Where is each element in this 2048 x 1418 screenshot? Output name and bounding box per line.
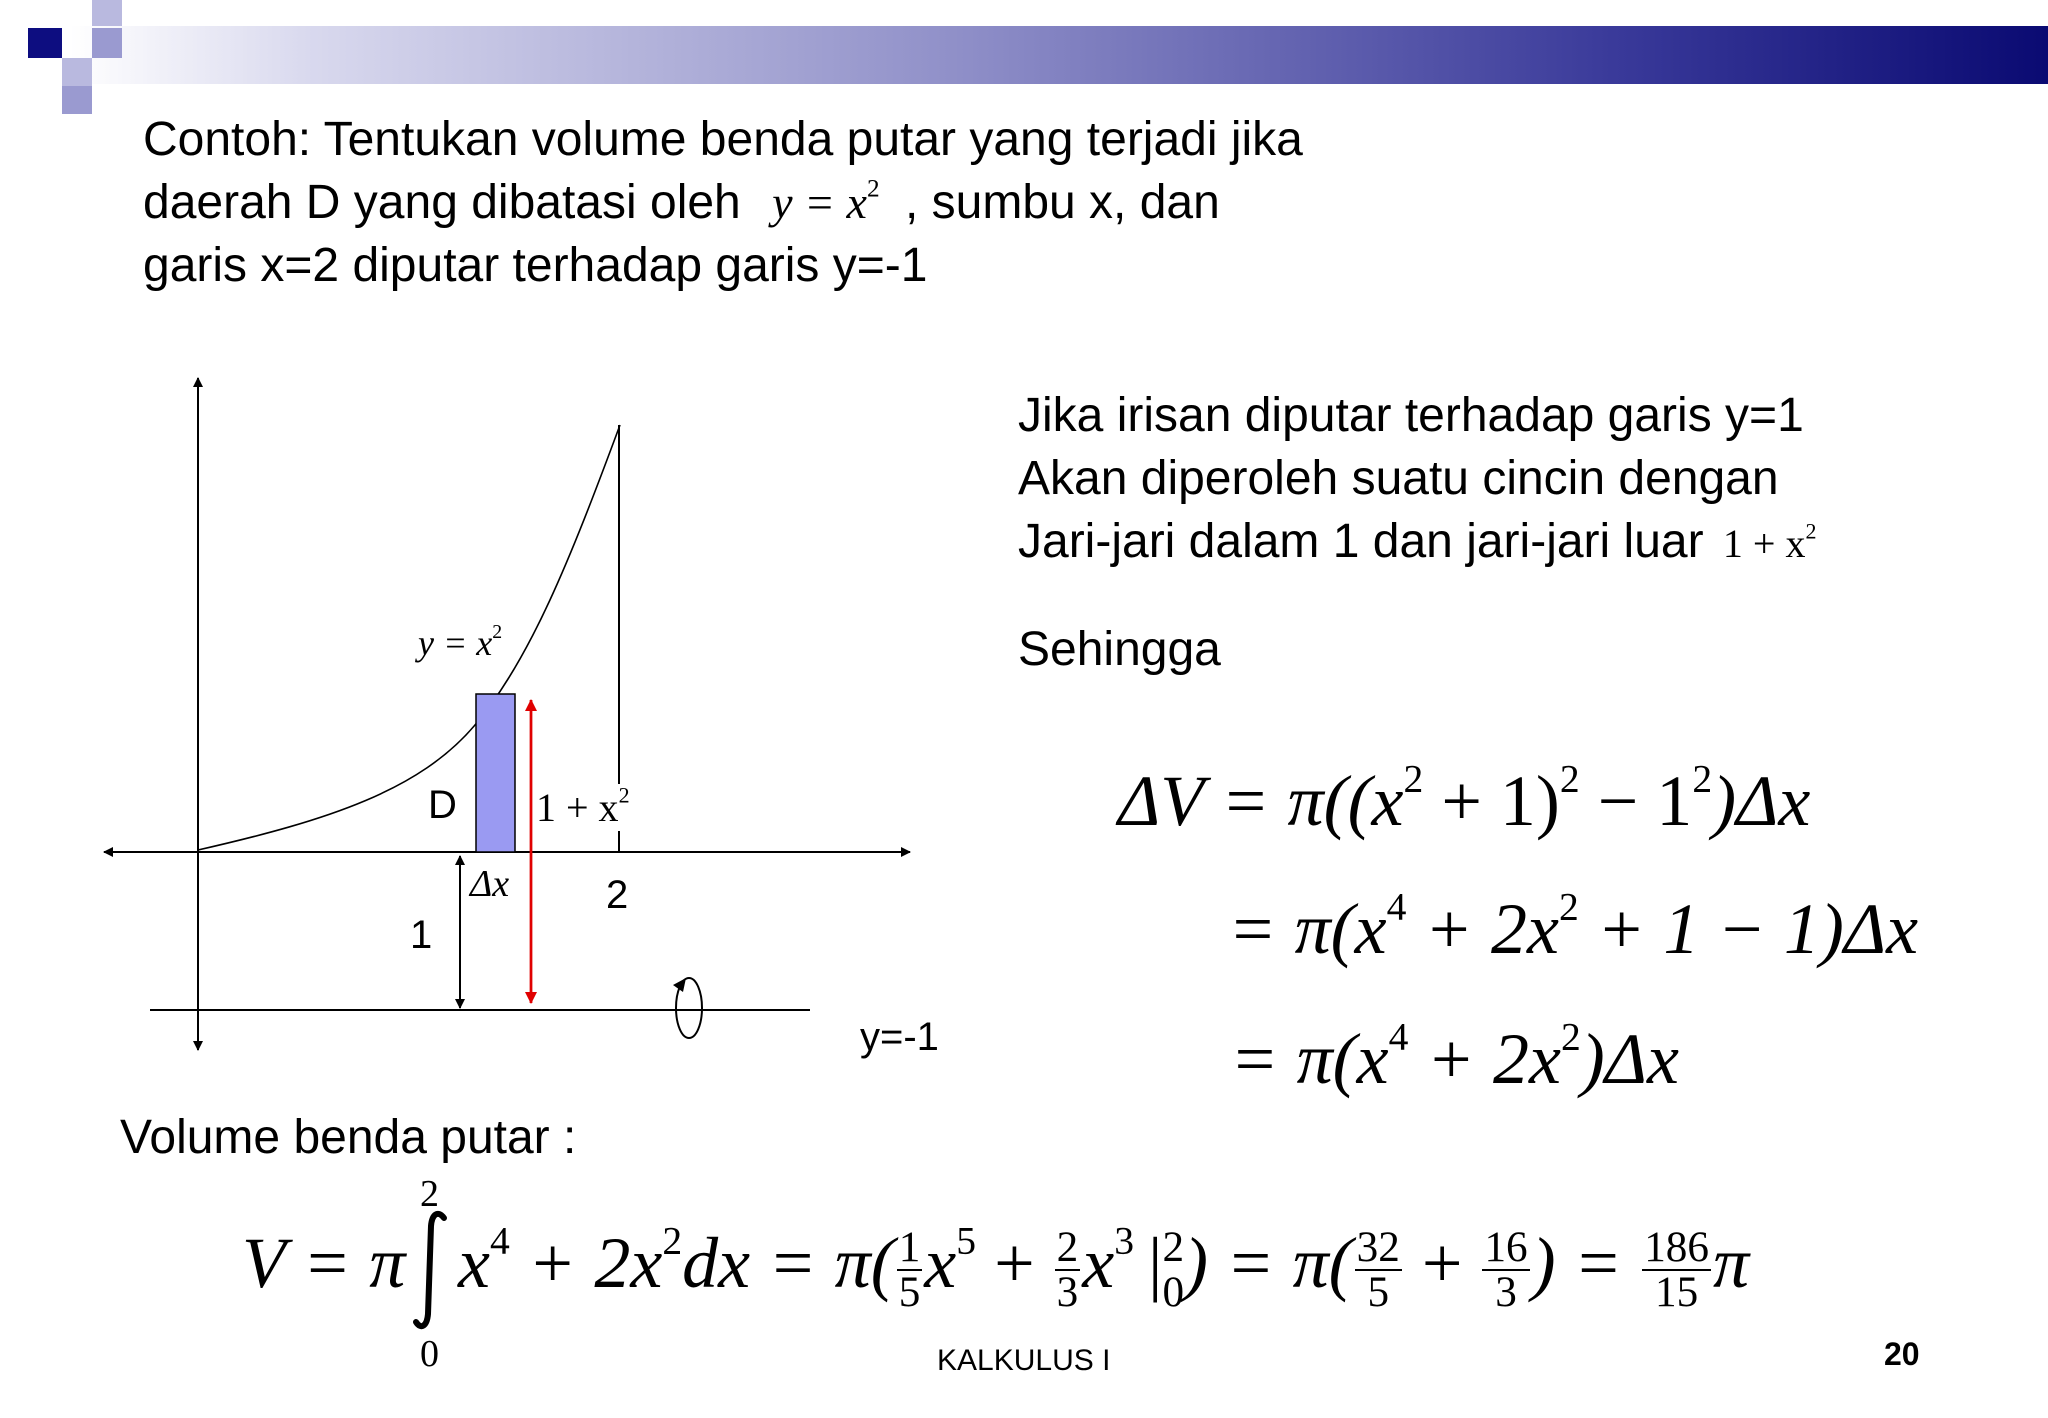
fraction-numerator: 16 <box>1484 1224 1528 1272</box>
equation-line-3 <box>1230 1014 1679 1101</box>
outer-radius-label <box>534 784 632 831</box>
equation-line-1 <box>1118 756 1811 843</box>
exponent: 2 <box>1559 756 1580 801</box>
evaluation-limits <box>1162 1225 1184 1316</box>
antiderivative-part: x <box>1082 1223 1115 1303</box>
fraction-numerator: 32 <box>1356 1224 1400 1272</box>
eq3-part: + 2x <box>1408 1019 1561 1099</box>
integral-sign <box>412 1210 452 1330</box>
explanation-line-3-text: Jari-jari dalam 1 dan jari-jari luar <box>1018 515 1704 568</box>
problem-line-2-pre: daerah D yang dibatasi oleh <box>143 176 741 229</box>
fraction-numerator: 186 <box>1644 1224 1709 1272</box>
fraction-denominator: 3 <box>1056 1269 1079 1317</box>
volume-lhs: V = π <box>242 1223 406 1303</box>
outer-radius-base: 1 + x <box>536 785 619 830</box>
volume-label: Volume benda putar : <box>120 1111 577 1164</box>
fraction-denominator: 15 <box>1655 1269 1699 1317</box>
x-tick-2: 2 <box>606 873 629 917</box>
delta-x-label: Δx <box>470 863 510 905</box>
evaluation-upper: 2 <box>1162 1224 1185 1272</box>
eq2-part: = π(x <box>1228 889 1387 969</box>
explanation-line-2: Akan diperoleh suatu cincin dengan <box>1018 452 1779 505</box>
eq3-part: = π(x <box>1230 1019 1389 1099</box>
fraction-denominator: 5 <box>898 1269 921 1317</box>
eq1-part: + 1) <box>1423 761 1560 841</box>
volume-pi: π <box>1712 1223 1750 1303</box>
curve-label <box>418 622 502 664</box>
distance-label: 1 <box>410 913 433 957</box>
problem-line-1: Contoh: Tentukan volume benda putar yang terjadi jika <box>143 113 1303 166</box>
exponent: 2 <box>662 1218 683 1263</box>
evaluation-lower: 0 <box>1162 1269 1185 1317</box>
integral-upper-limit: 2 <box>420 1173 439 1215</box>
evaluation-bar: | <box>1148 1223 1163 1303</box>
slide-number: 20 <box>1884 1336 1920 1372</box>
fraction-numerator: 1 <box>898 1224 921 1272</box>
eq1-part: − 1 <box>1579 761 1693 841</box>
eq2-part: + 1 − 1)Δx <box>1578 889 1919 969</box>
integrand-part: + 2x <box>509 1223 663 1303</box>
footer-course: KALKULUS I <box>937 1344 1111 1377</box>
eq1-part: )Δx <box>1712 761 1811 841</box>
curve-label-base: y = x <box>418 623 493 663</box>
integrand-part: x <box>458 1223 490 1303</box>
problem-line-2-post: , sumbu x, dan <box>904 176 1220 229</box>
curve-equation-base: y = x <box>772 177 867 228</box>
explanation-line-3 <box>1018 514 1816 569</box>
eq1-part: ΔV = π((x <box>1118 761 1404 841</box>
explanation-line-1: Jika irisan diputar terhadap garis y=1 <box>1018 389 1804 442</box>
region-label: D <box>428 783 457 827</box>
eq2-part: + 2x <box>1406 889 1559 969</box>
volume-part: + <box>1403 1223 1481 1303</box>
integrand-part: dx = π( <box>682 1223 895 1303</box>
fraction-1-5 <box>897 1224 923 1317</box>
outer-radius-expression-base: 1 + x <box>1722 521 1806 566</box>
exponent: 2 <box>1692 756 1713 801</box>
exponent: 2 <box>618 782 630 808</box>
fraction-2-3 <box>1055 1224 1081 1317</box>
exponent: 2 <box>1558 884 1579 929</box>
fraction-denominator: 3 <box>1495 1269 1517 1317</box>
volume-part: ) = <box>1531 1223 1641 1303</box>
exponent: 2 <box>1805 518 1817 544</box>
fraction-16-3 <box>1482 1224 1529 1317</box>
integral-lower-limit: 0 <box>420 1333 439 1375</box>
fraction-result <box>1642 1224 1711 1317</box>
volume-part: ) = π( <box>1184 1223 1353 1303</box>
exponent: 5 <box>956 1218 977 1263</box>
exponent: 3 <box>1114 1218 1135 1263</box>
fraction-32-5 <box>1355 1224 1402 1317</box>
fraction-numerator: 2 <box>1056 1224 1079 1272</box>
exponent: 2 <box>866 174 880 203</box>
volume-equation <box>458 1218 1750 1317</box>
exponent: 4 <box>1386 884 1407 929</box>
outer-radius-expression <box>1722 518 1817 566</box>
hence-label: Sehingga <box>1018 623 1221 676</box>
eq3-part: )Δx <box>1580 1019 1679 1099</box>
exponent: 4 <box>489 1218 510 1263</box>
antiderivative-part: + <box>976 1223 1053 1303</box>
problem-line-3: garis x=2 diputar terhadap garis y=-1 <box>143 239 928 292</box>
exponent: 4 <box>1388 1014 1409 1059</box>
antiderivative-part: x <box>924 1223 957 1303</box>
fraction-denominator: 5 <box>1367 1269 1390 1317</box>
slice-rectangle <box>476 694 515 852</box>
equation-line-2 <box>1228 884 1919 971</box>
exponent: 2 <box>1560 1014 1581 1059</box>
exponent: 2 <box>1403 756 1424 801</box>
rotation-axis-label: y=-1 <box>860 1015 939 1059</box>
exponent: 2 <box>492 621 503 644</box>
